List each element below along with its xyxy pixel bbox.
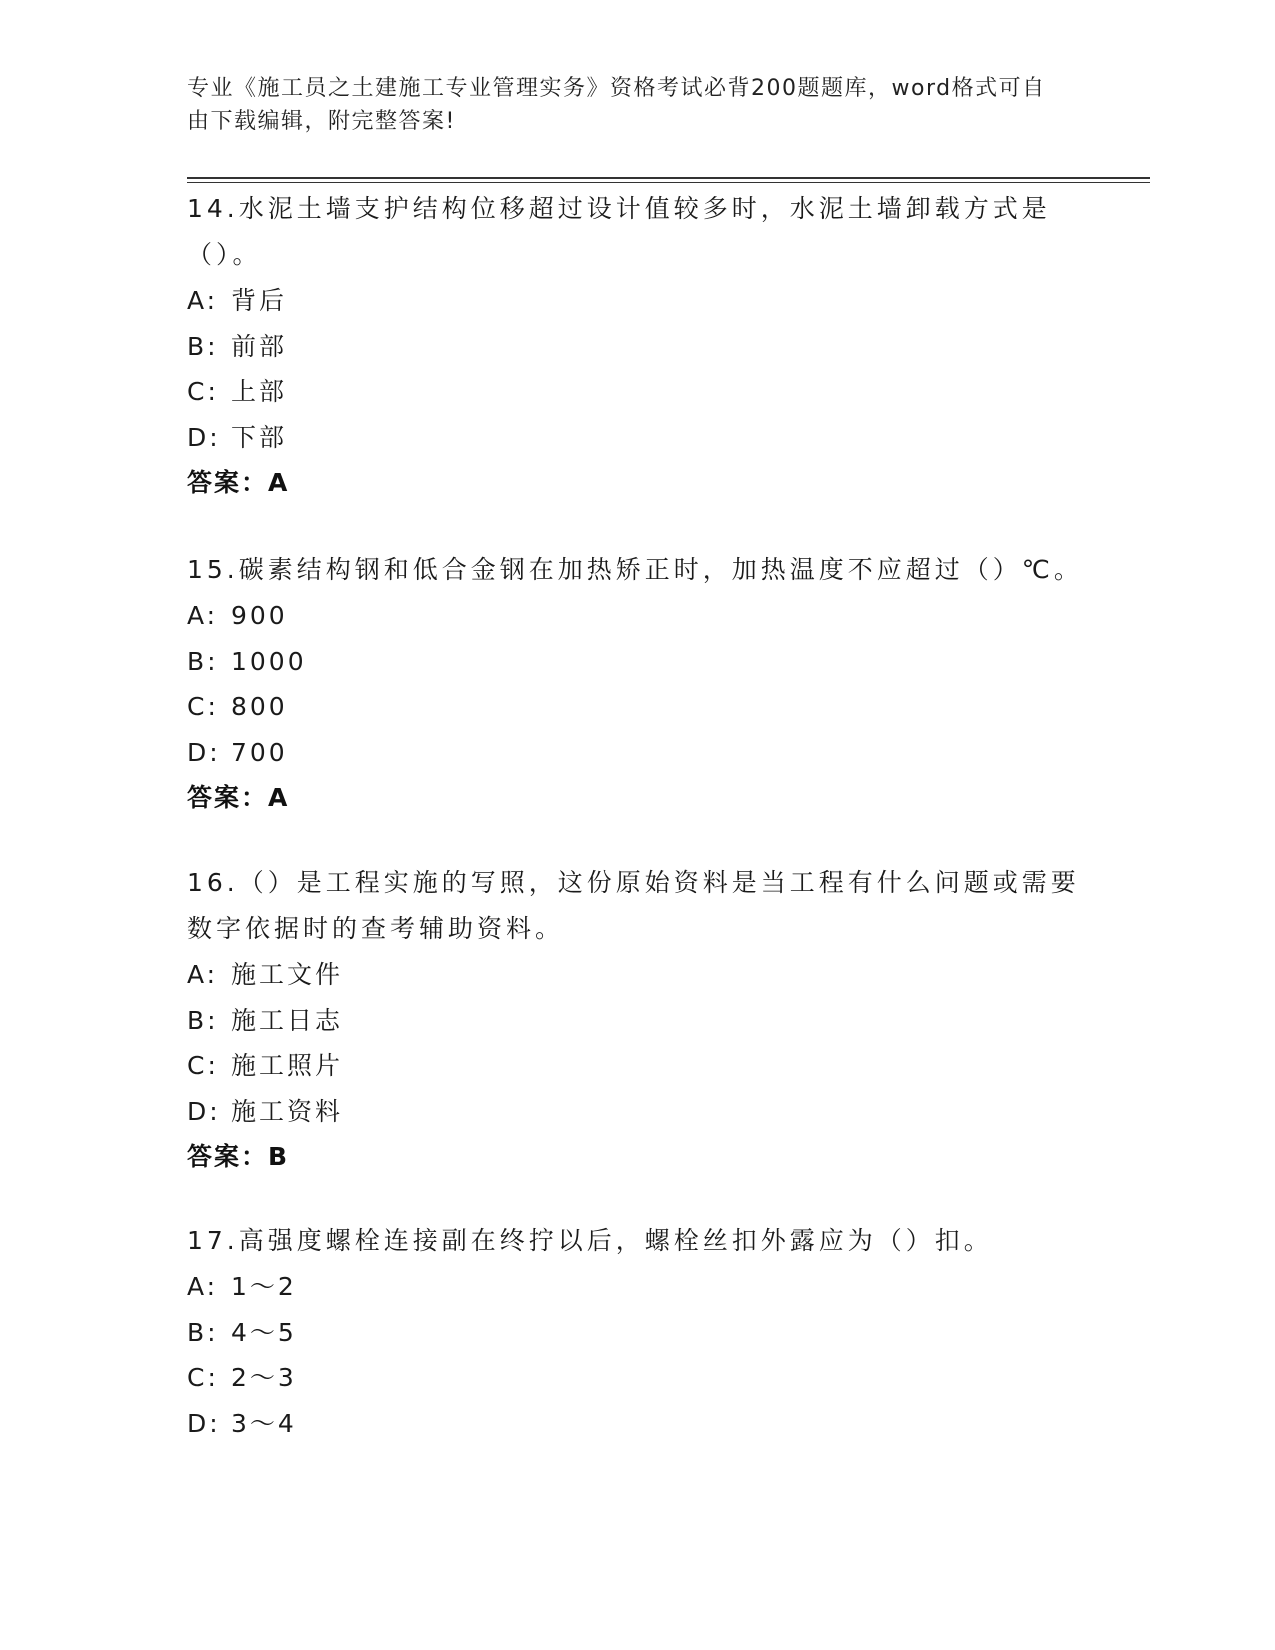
- question-text: 16.（）是工程实施的写照，这份原始资料是当工程有什么问题或需要数字依据时的查考辅助资料。: [187, 868, 1080, 943]
- option-letter: C:: [187, 1051, 219, 1080]
- question-14: [187, 186, 1087, 505]
- option-letter: D:: [187, 1408, 221, 1438]
- option-text: 施工日志: [231, 1005, 344, 1035]
- option-d: [187, 415, 1087, 461]
- question-text: 15.碳素结构钢和低合金钢在加热矫正时，加热温度不应超过（）℃。: [187, 555, 1083, 584]
- header-divider: [187, 177, 1150, 179]
- option-text: 施工照片: [231, 1051, 344, 1080]
- option-letter: B:: [187, 1317, 219, 1347]
- option-text: 700: [231, 737, 288, 767]
- option-c: [187, 369, 1087, 415]
- option-letter: B:: [187, 1005, 219, 1035]
- option-text: 1～2: [231, 1272, 297, 1301]
- answer-label: 答案：B: [187, 1142, 290, 1171]
- option-a: [187, 593, 1087, 639]
- option-letter: C:: [187, 1363, 219, 1392]
- question-15: [187, 547, 1087, 820]
- option-b: [187, 1310, 1087, 1356]
- option-text: 背后: [231, 286, 288, 315]
- option-letter: D:: [187, 1096, 221, 1126]
- question-16: [187, 860, 1087, 1179]
- question-text: 17.高强度螺栓连接副在终拧以后，螺栓丝扣外露应为（）扣。: [187, 1226, 993, 1255]
- option-letter: A:: [187, 960, 219, 989]
- option-d: [187, 730, 1087, 776]
- document-title: 专业《施工员之土建施工专业管理实务》资格考试必背200题题库，word格式可自由下载编辑，附完整答案!: [187, 76, 1046, 134]
- option-a: [187, 278, 1087, 324]
- option-c: [187, 684, 1087, 730]
- option-b: [187, 324, 1087, 370]
- option-text: 1000: [231, 646, 307, 676]
- option-b: [187, 639, 1087, 685]
- option-letter: A:: [187, 601, 219, 630]
- option-letter: D:: [187, 737, 221, 767]
- option-text: 上部: [231, 377, 288, 406]
- option-text: 下部: [231, 422, 288, 452]
- option-c: [187, 1043, 1087, 1089]
- option-letter: B:: [187, 646, 219, 676]
- option-text: 前部: [231, 331, 288, 361]
- option-letter: A:: [187, 1272, 219, 1301]
- option-text: 4～5: [231, 1317, 297, 1347]
- header-divider-thin: [187, 182, 1150, 183]
- option-d: [187, 1089, 1087, 1135]
- option-letter: C:: [187, 377, 219, 406]
- question-text: 14.水泥土墙支护结构位移超过设计值较多时，水泥土墙卸载方式是（）。: [187, 194, 1051, 269]
- answer-label: 答案：A: [187, 468, 290, 497]
- answer-label: 答案：A: [187, 783, 290, 812]
- option-c: [187, 1355, 1087, 1401]
- option-letter: D:: [187, 422, 221, 452]
- option-letter: C:: [187, 692, 219, 721]
- option-b: [187, 998, 1087, 1044]
- option-text: 2～3: [231, 1363, 297, 1392]
- option-letter: B:: [187, 331, 219, 361]
- option-a: [187, 1264, 1087, 1310]
- option-text: 施工文件: [231, 960, 344, 989]
- option-text: 900: [231, 601, 288, 630]
- question-17: [187, 1218, 1087, 1446]
- option-text: 800: [231, 692, 288, 721]
- option-letter: A:: [187, 286, 219, 315]
- option-text: 3～4: [231, 1408, 297, 1438]
- option-a: [187, 952, 1087, 998]
- option-text: 施工资料: [231, 1096, 344, 1126]
- option-d: [187, 1401, 1087, 1447]
